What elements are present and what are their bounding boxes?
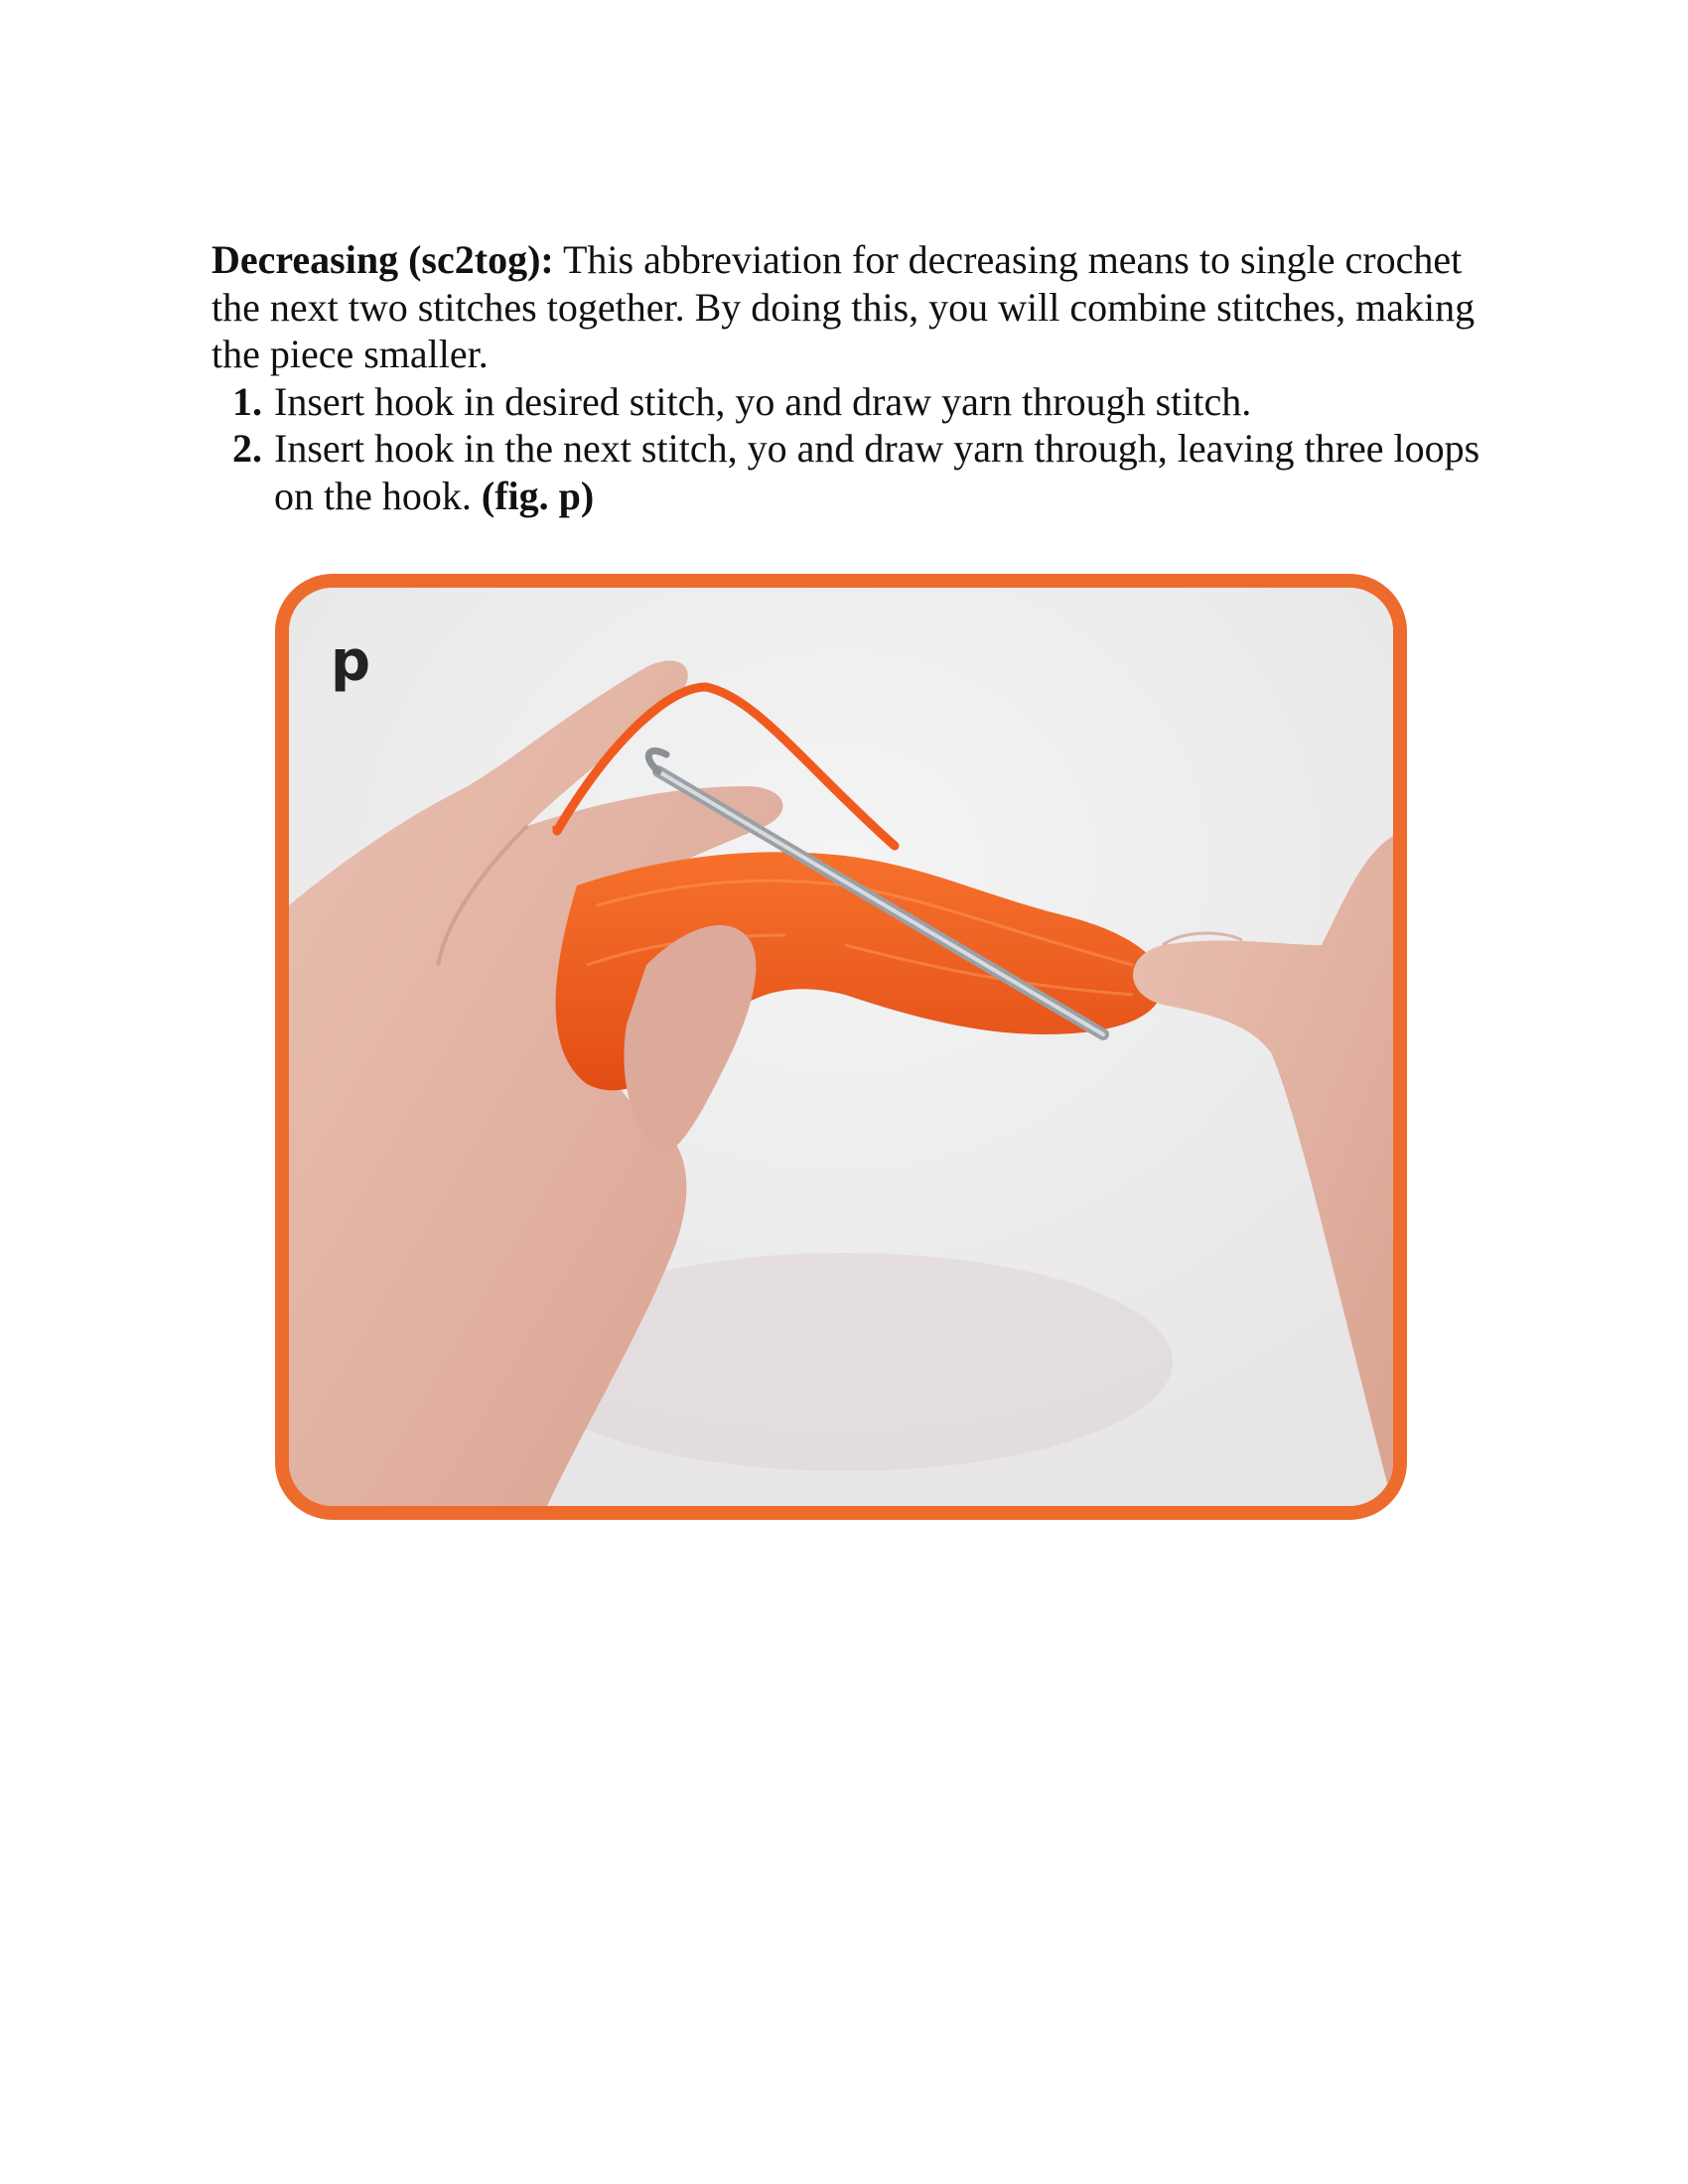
instruction-text: [211, 236, 1502, 519]
step-item: [211, 425, 1502, 519]
step-item: [211, 378, 1502, 426]
crochet-decrease-illustration: [289, 588, 1393, 1506]
step-text: Insert hook in desired stitch, yo and draw yarn through stitch.: [274, 378, 1252, 424]
step-number: 1.: [232, 378, 262, 424]
figure-reference: (fig. p): [481, 473, 595, 518]
step-text: Insert hook in the next stitch, yo and draw yarn through, leaving three loops on the hook.: [274, 426, 1480, 518]
figure-label: p: [331, 629, 371, 694]
intro-paragraph: [211, 236, 1502, 378]
steps-list: [211, 378, 1502, 520]
intro-text: This abbreviation for decreasing means to single crochet the next two stitches together. By doing this, you will combine stitches, making the piece smaller.: [211, 237, 1476, 376]
step-number: 2.: [232, 426, 262, 471]
figure-p-photo: [275, 574, 1407, 1520]
term-heading: Decreasing (sc2tog):: [211, 237, 554, 282]
